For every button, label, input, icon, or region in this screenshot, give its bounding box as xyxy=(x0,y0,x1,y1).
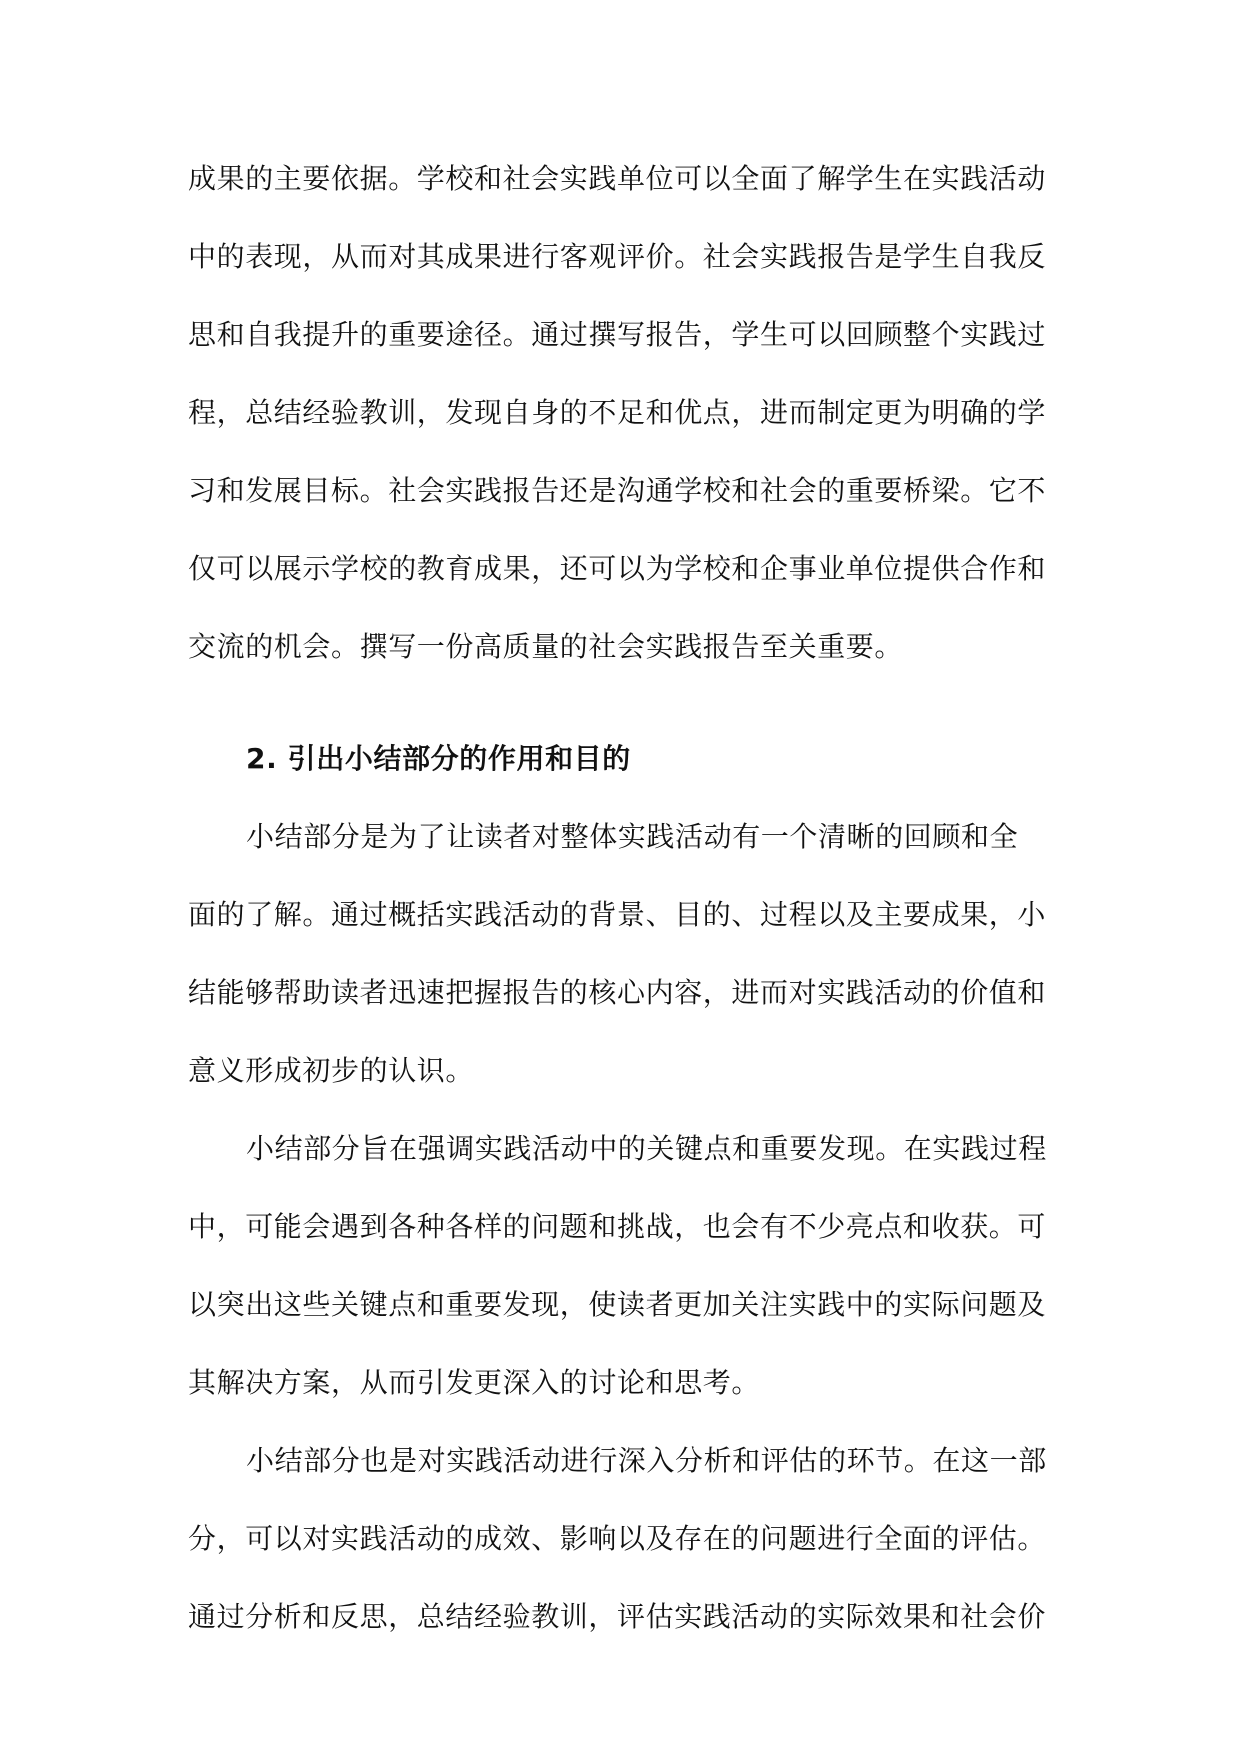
text-line: 通过分析和反思，总结经验教训，评估实践活动的实际效果和社会价 xyxy=(188,1600,1047,1633)
paragraph-2 xyxy=(188,1110,1054,1422)
text-line: 意义形成初步的认识。 xyxy=(188,1054,475,1087)
text-line: 分，可以对实践活动的成效、影响以及存在的问题进行全面的评估。 xyxy=(188,1522,1047,1555)
text-line: 中，可能会遇到各种各样的问题和挑战，也会有不少亮点和收获。可 xyxy=(188,1210,1047,1243)
section-gap xyxy=(188,686,1054,720)
text-line: 小结部分是为了让读者对整体实践活动有一个清晰的回顾和全 xyxy=(246,820,1019,853)
intro-paragraph xyxy=(188,140,1054,686)
paragraph-3 xyxy=(188,1422,1054,1656)
text-line: 交流的机会。撰写一份高质量的社会实践报告至关重要。 xyxy=(188,630,904,663)
text-line: 其解决方案，从而引发更深入的讨论和思考。 xyxy=(188,1366,761,1399)
text-line: 中的表现，从而对其成果进行客观评价。社会实践报告是学生自我反 xyxy=(188,240,1047,273)
text-line: 小结部分也是对实践活动进行深入分析和评估的环节。在这一部 xyxy=(246,1444,1047,1477)
text-line: 思和自我提升的重要途径。通过撰写报告，学生可以回顾整个实践过 xyxy=(188,318,1047,351)
paragraph-1 xyxy=(188,798,1054,1110)
document-body xyxy=(188,140,1054,1656)
text-line: 结能够帮助读者迅速把握报告的核心内容，进而对实践活动的价值和 xyxy=(188,976,1047,1009)
text-line: 习和发展目标。社会实践报告还是沟通学校和社会的重要桥梁。它不 xyxy=(188,474,1047,507)
text-line: 小结部分旨在强调实践活动中的关键点和重要发现。在实践过程 xyxy=(246,1132,1047,1165)
text-line: 成果的主要依据。学校和社会实践单位可以全面了解学生在实践活动 xyxy=(188,162,1047,195)
text-line: 以突出这些关键点和重要发现，使读者更加关注实践中的实际问题及 xyxy=(188,1288,1047,1321)
text-line: 仅可以展示学校的教育成果，还可以为学校和企事业单位提供合作和 xyxy=(188,552,1047,585)
text-line: 程，总结经验教训，发现自身的不足和优点，进而制定更为明确的学 xyxy=(188,396,1047,429)
section-heading: 2. 引出小结部分的作用和目的 xyxy=(246,742,631,775)
text-line: 面的了解。通过概括实践活动的背景、目的、过程以及主要成果，小 xyxy=(188,898,1047,931)
